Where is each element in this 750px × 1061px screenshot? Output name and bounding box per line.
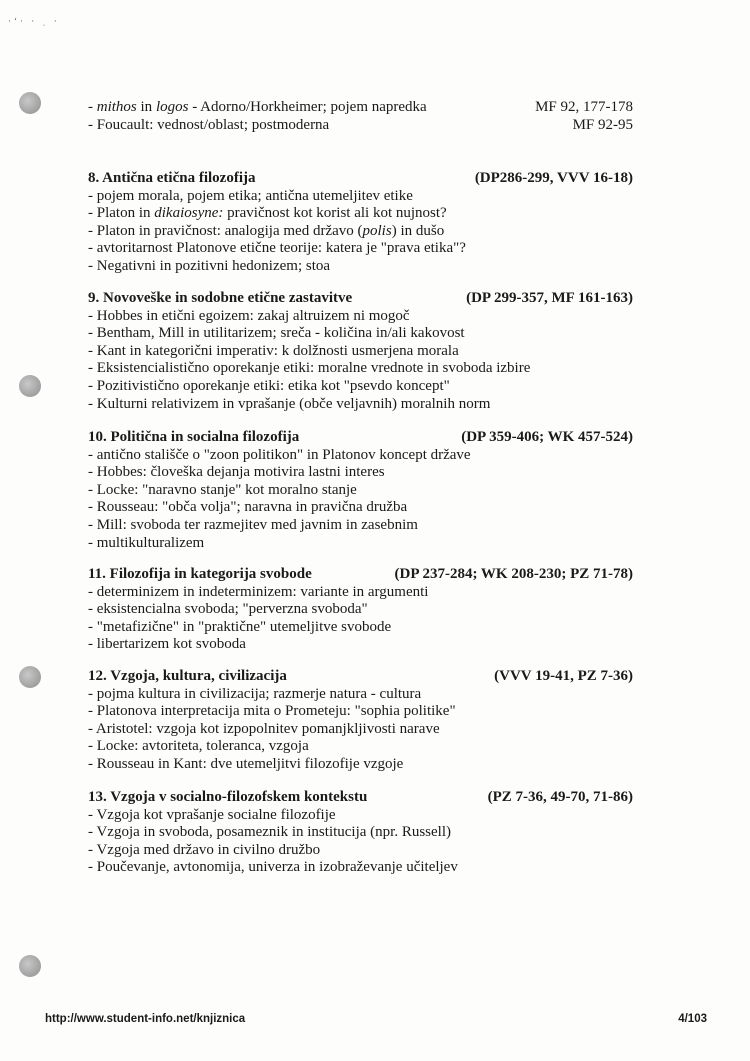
list-item [88, 360, 633, 378]
text-segment: - Platonova interpretacija mita o Prometeju: "sophia politike" [88, 703, 456, 720]
list-item [88, 756, 633, 774]
list-item [88, 517, 633, 535]
text-segment: polis [362, 222, 392, 239]
section-reference: (DP 299-357, MF 161-163) [466, 290, 633, 306]
list-item [88, 636, 633, 654]
list-item [88, 396, 633, 414]
scan-specks: ·‘· · ˌ · [8, 16, 60, 26]
section-reference: (PZ 7-36, 49-70, 71-86) [487, 789, 633, 805]
text-segment: - Locke: "naravno stanje" kot moralno stanje [88, 481, 357, 498]
intro-line [88, 117, 633, 135]
list-item [88, 535, 633, 553]
list-item [88, 325, 633, 343]
text-segment: - Adorno/Horkheimer; pojem napredka [188, 99, 427, 115]
section-header [88, 429, 633, 447]
text-segment: - [88, 99, 97, 115]
list-item [88, 482, 633, 500]
page-number: 4/103 [678, 1013, 707, 1025]
section-title: 12. Vzgoja, kultura, civilizacija [88, 668, 287, 684]
punch-hole [19, 955, 41, 977]
text-segment: - Vzgoja kot vprašanje socialne filozofije [88, 806, 336, 823]
text-segment: - Platon in [88, 205, 155, 222]
intro-text [88, 117, 329, 135]
reference: MF 92-95 [572, 116, 633, 133]
text-segment: - "metafizične" in "praktične" utemeljitve svobode [88, 618, 392, 635]
section-header [88, 668, 633, 686]
section-header [88, 789, 633, 807]
list-item [88, 499, 633, 517]
text-segment: - Kulturni relativizem in vprašanje (obče veljavnih) moralnih norm [88, 395, 491, 412]
text-segment: - Rousseau: "obča volja"; naravna in pravična družba [88, 499, 408, 516]
text-segment: - Eksistencialistično oporekanje etiki: moralne vrednote in svoboda izbire [88, 360, 531, 377]
text-segment: - Bentham, Mill in utilitarizem; sreča - količina in/ali kakovost [88, 325, 465, 342]
list-item [88, 584, 633, 602]
section-title: 10. Politična in socialna filozofija [88, 429, 300, 445]
text-segment: - Hobbes in etični egoizem: zakaj altruizem ni mogoč [88, 307, 410, 324]
list-item [88, 686, 633, 704]
text-segment: - Negativni in pozitivni hedonizem; stoa [88, 257, 331, 274]
section-header [88, 290, 633, 308]
section-reference: (DP286-299, VVV 16-18) [474, 170, 633, 186]
intro-block [88, 99, 633, 134]
list-item [88, 601, 633, 619]
text-segment: - Foucault: vednost/oblast; postmoderna [88, 116, 330, 133]
list-item [88, 859, 633, 877]
section-title: 11. Filozofija in kategorija svobode [88, 566, 312, 582]
section [88, 789, 633, 877]
section-reference: (VVV 19-41, PZ 7-36) [494, 668, 633, 684]
list-item [88, 188, 633, 206]
list-item [88, 308, 633, 326]
text-segment: - eksistencialna svoboda; "perverzna svoboda" [88, 601, 368, 618]
text-segment: mithos [96, 99, 137, 115]
text-segment: - Mill: svoboda ter razmejitev med javnim in zasebnim [88, 516, 418, 533]
text-segment: - libertarizem kot svoboda [88, 636, 246, 653]
section [88, 290, 633, 413]
text-segment: - pojma kultura in civilizacija; razmerje natura - cultura [88, 685, 422, 702]
list-item [88, 464, 633, 482]
text-segment: in [136, 99, 156, 115]
list-item [88, 619, 633, 637]
text-segment: - antično stališče o "zoon politikon" in Platonov koncept države [88, 446, 471, 463]
section-title: 8. Antična etična filozofija [88, 170, 256, 186]
reference: MF 92, 177-178 [535, 99, 633, 115]
list-item [88, 240, 633, 258]
section-title: 13. Vzgoja v socialno-filozofskem kontekstu [88, 789, 368, 805]
section-reference: (DP 359-406; WK 457-524) [461, 429, 633, 445]
section-reference: (DP 237-284; WK 208-230; PZ 71-78) [394, 566, 633, 582]
text-segment: pravičnost kot korist ali kot nujnost? [223, 205, 447, 222]
text-segment: - Platon in pravičnost: analogija med državo ( [88, 222, 363, 239]
punch-hole [19, 92, 41, 114]
footer-url[interactable]: http://www.student-info.net/knjiznica [45, 1013, 246, 1025]
list-item [88, 378, 633, 396]
text-segment: - Aristotel: vzgoja kot izpopolnitev pomanjkljivosti narave [88, 720, 440, 737]
section [88, 429, 633, 552]
punch-hole [19, 375, 41, 397]
list-item [88, 343, 633, 361]
text-segment: - Poučevanje, avtonomija, univerza in izobraževanje učiteljev [88, 859, 458, 876]
text-segment: ) in dušo [391, 222, 445, 239]
text-segment: - determinizem in indeterminizem: variante in argumenti [88, 583, 429, 600]
list-item [88, 703, 633, 721]
text-segment: - Kant in kategorični imperativ: k dolžnosti usmerjena morala [88, 342, 459, 359]
text-segment: - Rousseau in Kant: dve utemeljitvi filozofije vzgoje [88, 755, 404, 772]
list-item [88, 447, 633, 465]
list-item [88, 223, 633, 241]
list-item [88, 807, 633, 825]
section-title: 9. Novoveške in sodobne etične zastavitve [88, 290, 353, 306]
text-segment: dikaiosyne: [154, 205, 224, 222]
section [88, 566, 633, 654]
punch-hole [19, 666, 41, 688]
intro-text [88, 99, 427, 117]
list-item [88, 842, 633, 860]
section [88, 668, 633, 774]
text-segment: - Vzgoja in svoboda, posameznik in institucija (npr. Russell) [88, 824, 452, 841]
section [88, 170, 633, 276]
section-header [88, 566, 633, 584]
text-segment: - avtoritarnost Platonove etične teorije: katera je "prava etika"? [88, 240, 466, 257]
text-segment: - Locke: avtoriteta, toleranca, vzgoja [88, 738, 309, 755]
text-segment: - Hobbes: človeška dejanja motivira lastni interes [88, 464, 385, 481]
text-segment: logos [155, 99, 189, 115]
list-item [88, 721, 633, 739]
text-segment: - pojem morala, pojem etika; antična utemeljitev etike [88, 187, 413, 204]
section-header [88, 170, 633, 188]
page-footer [45, 1013, 707, 1025]
intro-line [88, 99, 633, 117]
list-item [88, 824, 633, 842]
text-segment: - Vzgoja med državo in civilno družbo [88, 841, 321, 858]
text-segment: - multikulturalizem [88, 534, 205, 551]
text-segment: - Pozitivistično oporekanje etiki: etika kot "psevdo koncept" [88, 377, 450, 394]
list-item [88, 205, 633, 223]
list-item [88, 258, 633, 276]
list-item [88, 738, 633, 756]
